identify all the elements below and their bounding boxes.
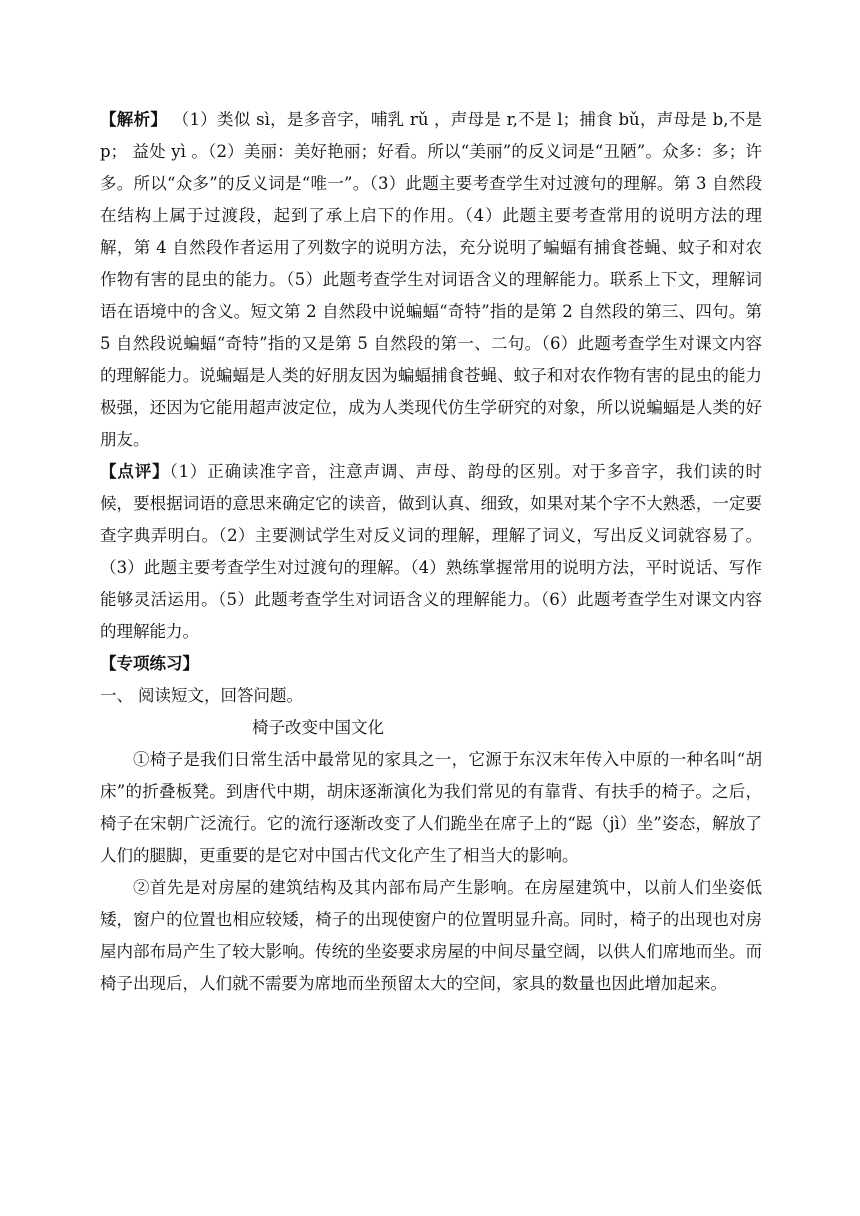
document-page — [100, 104, 762, 1000]
passage-paragraph-2: ②首先是对房屋的建筑结构及其内部布局产生影响。在房屋建筑中，以前人们坐姿低矮，窗户的位置也相应较矮，椅子的出现使窗户的位置明显升高。同时，椅子的出现也对房屋内部布局产生了较大影响。传统的坐姿要求房屋的中间尽量空阔，以供人们席地而坐。而椅子出现后，人们就不需要为席地而坐预留太大的空间，家具的数量也因此增加起来。 — [100, 878, 762, 993]
comment-paragraph — [100, 456, 762, 648]
passage-title: 椅子改变中国文化 — [252, 718, 384, 737]
analysis-text: （1）类似 sì，是多音字，哺乳 rǔ ，声母是 r,不是 l；捕食 bǔ，声母是 b,不是 p； 益处 yì 。（2）美丽：美好艳丽；好看。所以“美丽”的反义词是“丑陋”。众多：多；许多。所以“众多”的反义词是“唯一”。（3）此题主要考查学生对过渡句的理解。第 3 自然段在结构上属于过渡段，起到了承上启下的作用。（4）此题主要考查常用的说明方法的理解，第 4 自然段作者运用了列数字的说明方法，充分说明了蝙蝠有捕食苍蝇、蚊子和对农作物有害的昆虫的能力。（5）此题考查学生对词语含义的理解能力。联系上下文，理解词语在语境中的含义。短文第 2 自然段中说蝙蝠“奇特”指的是第 2 自然段的第三、四句。第 5 自然段说蝙蝠“奇特”指的又是第 5 自然段的第一、二句。（6）此题考查学生对课文内容的理解能力。说蝙蝠是人类的好朋友因为蝙蝠捕食苍蝇、蚊子和对农作物有害的昆虫的能力极强，还因为它能用超声波定位，成为人类现代仿生学研究的对象，所以说蝙蝠是人类的好朋友。 — [100, 110, 763, 449]
section-instruction: 阅读短文，回答问题。 — [138, 686, 303, 705]
practice-heading: 【专项练习】 — [100, 654, 199, 673]
comment-label: 【点评】 — [100, 462, 170, 481]
analysis-label: 【解析】 — [100, 110, 168, 129]
section-number: 一、 — [100, 686, 133, 705]
analysis-paragraph — [100, 104, 762, 456]
section-one-line — [100, 680, 762, 712]
passage-paragraph-1: ①椅子是我们日常生活中最常见的家具之一，它源于东汉末年传入中原的一种名叫“胡床”的折叠板凳。到唐代中期，胡床逐渐演化为我们常见的有靠背、有扶手的椅子。之后，椅子在宋朝广泛流行。它的流行逐渐改变了人们跪坐在席子上的“跽（jì）坐”姿态，解放了人们的腿脚，更重要的是它对中国古代文化产生了相当大的影响。 — [100, 750, 762, 865]
comment-text: （1）正确读准字音，注意声调、声母、韵母的区别。对于多音字，我们读的时候，要根据词语的意思来确定它的读音，做到认真、细致，如果对某个字不大熟悉，一定要查字典弄明白。（2）主要测试学生对反义词的理解，理解了词义，写出反义词就容易了。（3）此题主要考查学生对过渡句的理解。（4）熟练掌握常用的说明方法，平时说话、写作能够灵活运用。（5）此题考查学生对词语含义的理解能力。（6）此题考查学生对课文内容的理解能力。 — [100, 462, 763, 641]
